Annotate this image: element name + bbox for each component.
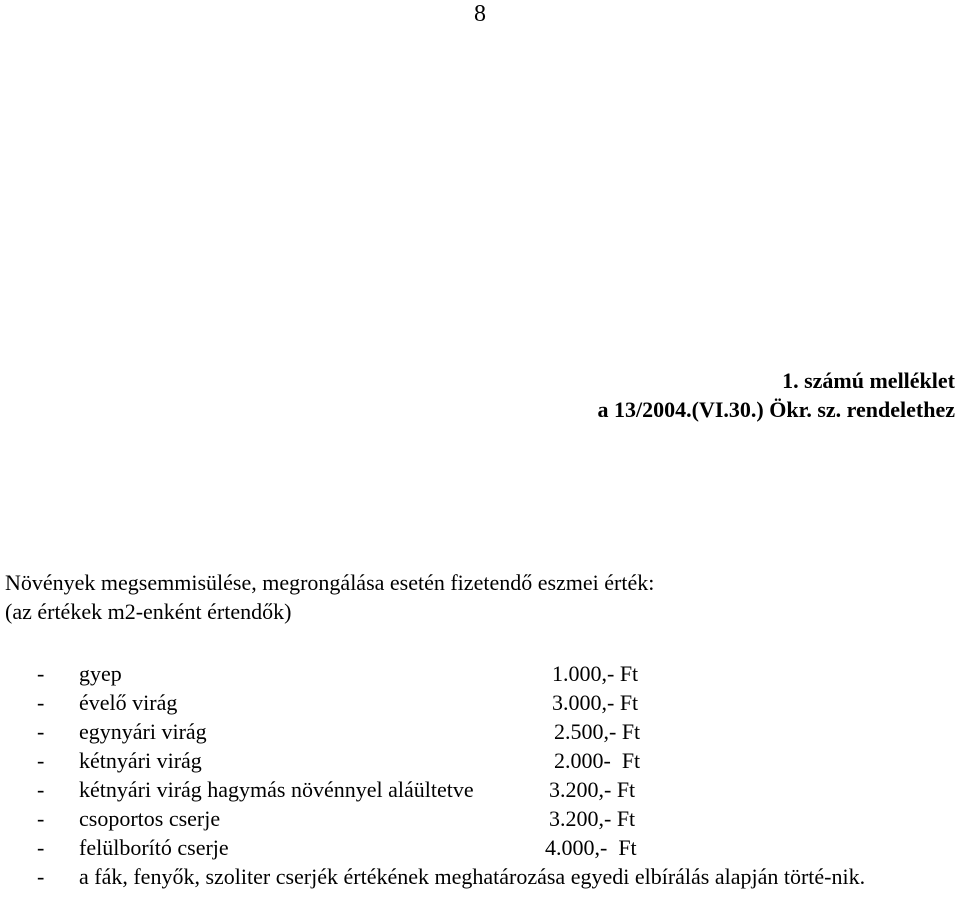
list-bullet: - (37, 719, 45, 744)
item-price: 2.500,- Ft (554, 719, 641, 744)
item-label: felülborító cserje (79, 835, 229, 860)
list-bullet: - (37, 748, 45, 773)
item-label: egynyári virág (79, 719, 207, 744)
list-item-ketnyari-hagymas (37, 775, 952, 804)
annex-reference: a 13/2004.(VI.30.) Ökr. sz. rendelethez (597, 397, 955, 422)
item-label: kétnyári virág hagymás növénnyel aláültetve (79, 777, 474, 802)
note-text: a fák, fenyők, szoliter cserjék értékének meghatározása egyedi elbírálás alapján törté-nik. (79, 864, 866, 889)
list-item-egynyari-virag (37, 717, 952, 746)
intro-subheading: (az értékek m2-enként értendők) (5, 599, 292, 624)
item-price: 3.000,- Ft (552, 690, 639, 715)
item-price: 4.000,- Ft (545, 835, 637, 860)
intro-text (5, 568, 654, 626)
item-label: évelő virág (79, 690, 178, 715)
item-label: gyep (79, 661, 122, 686)
list-item-gyep (37, 659, 952, 688)
intro-heading: Növények megsemmisülése, megrongálása esetén fizetendő eszmei érték: (5, 570, 655, 595)
list-bullet: - (37, 690, 45, 715)
value-list (37, 659, 952, 891)
list-item-csoportos-cserje (37, 804, 952, 833)
list-item-felulborito-cserje (37, 833, 952, 862)
list-bullet: - (37, 806, 45, 831)
item-price: 3.200,- Ft (549, 777, 636, 802)
list-bullet: - (37, 661, 45, 686)
list-item-evelo-virag (37, 688, 952, 717)
item-price: 3.200,- Ft (549, 806, 636, 831)
annex-title: 1. számú melléklet (782, 368, 955, 393)
item-price: 2.000- Ft (554, 748, 641, 773)
item-price: 1.000,- Ft (552, 661, 639, 686)
list-bullet: - (37, 835, 45, 860)
list-bullet: - (37, 777, 45, 802)
item-label: csoportos cserje (79, 806, 221, 831)
list-bullet: - (37, 864, 45, 889)
page-number: 8 (474, 1, 486, 27)
item-label: kétnyári virág (79, 748, 202, 773)
list-item-note (37, 862, 952, 891)
annex-header (598, 366, 955, 424)
list-item-ketnyari-virag (37, 746, 952, 775)
